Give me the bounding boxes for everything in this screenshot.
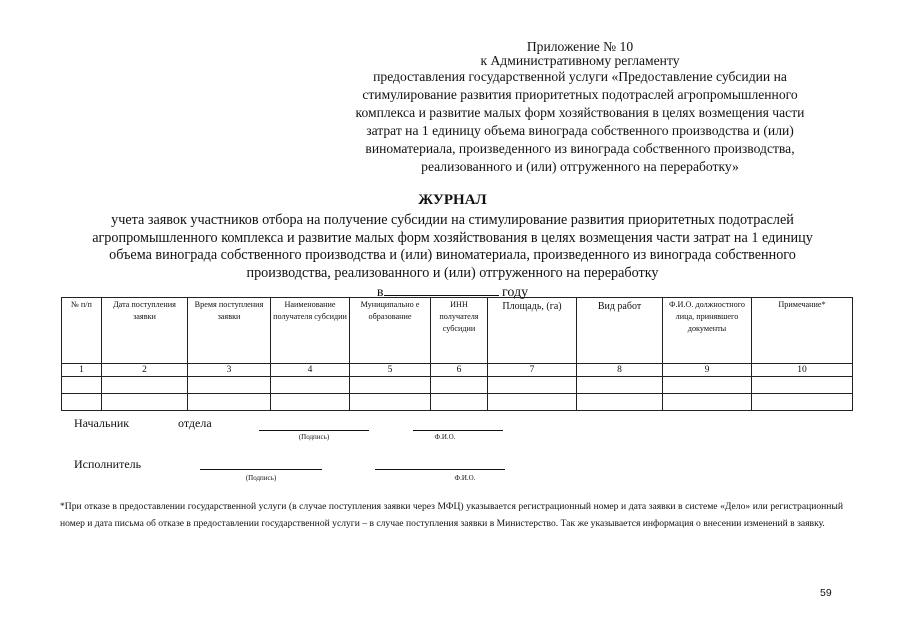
journal-description-line: объема винограда собственного производства и (или) виноматериала, произведенного из винограда собственного: [109, 247, 796, 263]
table-cell[interactable]: [350, 377, 431, 394]
table-cell[interactable]: [752, 394, 853, 411]
header-cell: Муниципально е образование: [350, 298, 431, 364]
table-cell[interactable]: [102, 394, 188, 411]
appendix-line: предоставления государственной услуги «Предоставление субсидии на: [373, 69, 787, 84]
table-row: [62, 394, 853, 411]
year-prefix: в: [376, 285, 384, 300]
table-cell[interactable]: [488, 377, 577, 394]
executor-fio-line[interactable]: [375, 469, 505, 470]
journal-description-line: учета заявок участников отбора на получение субсидии на стимулирование развития приоритетных подотраслей: [111, 212, 794, 228]
header-cell: Ф.И.О. должностного лица, принявшего документы: [663, 298, 752, 364]
table-cell[interactable]: [663, 377, 752, 394]
executor-signature-line[interactable]: [200, 469, 322, 470]
appendix-line: затрат на 1 единицу объема винограда собственного производства и (или): [366, 123, 794, 138]
table-cell[interactable]: [577, 377, 663, 394]
table-cell[interactable]: [188, 377, 271, 394]
column-number: 1: [62, 364, 102, 377]
footnote: *При отказе в предоставлении государственной услуги (в случае поступления заявки через МФЦ) указывается регистрационный номер и дата заявки в системе «Дело» или регистрационный номер и дата письма об отказе в предоставлении государственной услуги – в случае поступления заявки в Министерство. Так же указывается информация о внесении изменений в заявку.: [60, 501, 843, 529]
chief-department: отдела: [178, 416, 212, 430]
table-cell[interactable]: [271, 394, 350, 411]
column-number: 3: [188, 364, 271, 377]
column-number: 4: [271, 364, 350, 377]
table-cell[interactable]: [488, 394, 577, 411]
header-cell: Примечание*: [752, 298, 853, 364]
column-number: 9: [663, 364, 752, 377]
table-cell[interactable]: [663, 394, 752, 411]
table-row: [62, 377, 853, 394]
table-cell[interactable]: [271, 377, 350, 394]
executor-label: Исполнитель: [74, 457, 142, 471]
chief-label: Начальник: [74, 416, 130, 430]
journal-table: [61, 297, 853, 411]
appendix-line: реализованного и (или) отгруженного на переработку»: [421, 159, 739, 174]
column-number: 5: [350, 364, 431, 377]
header-cell: Дата поступления заявки: [102, 298, 188, 364]
appendix-header: [300, 40, 860, 176]
table-cell[interactable]: [188, 394, 271, 411]
header-cell: Площадь, (га): [488, 298, 577, 364]
table-cell[interactable]: [350, 394, 431, 411]
header-cell: Время поступления заявки: [188, 298, 271, 364]
appendix-line: виноматериала, произведенного из винограда собственного производства,: [365, 141, 795, 156]
header-cell: № п/п: [62, 298, 102, 364]
appendix-line: стимулирование развития приоритетных подотраслей агропромышленного: [362, 87, 798, 102]
table-cell[interactable]: [431, 377, 488, 394]
header-cell: Наименование получателя субсидии: [271, 298, 350, 364]
column-number: 6: [431, 364, 488, 377]
column-number: 2: [102, 364, 188, 377]
year-suffix: году: [502, 285, 529, 300]
journal-description-line: производства, реализованного и (или) отгруженного на переработку: [246, 264, 659, 281]
appendix-regulation: к Административному регламенту: [480, 53, 680, 68]
appendix-line: комплекса и развитие малых форм хозяйствования в целях возмещения части: [355, 105, 805, 120]
table-header-row: [62, 298, 853, 364]
table-cell[interactable]: [752, 377, 853, 394]
executor-fio-caption: Ф.И.О.: [454, 474, 476, 482]
journal-title: ЖУРНАЛ: [418, 192, 487, 208]
chief-signature-caption: (Подпись): [298, 433, 330, 441]
page-number: 59: [820, 587, 832, 599]
table-cell[interactable]: [431, 394, 488, 411]
header-cell: Вид работ: [577, 298, 663, 364]
executor-signature-caption: (Подпись): [245, 474, 277, 482]
table-cell[interactable]: [62, 377, 102, 394]
column-number: 10: [752, 364, 853, 377]
table-cell[interactable]: [577, 394, 663, 411]
journal-description-line: агропромышленного комплекса и развитие малых форм хозяйствования в целях возмещения части затрат на 1 единицу: [92, 229, 813, 246]
table-cell[interactable]: [62, 394, 102, 411]
table-cell[interactable]: [102, 377, 188, 394]
chief-signature-line[interactable]: [259, 430, 369, 431]
chief-fio-line[interactable]: [413, 430, 503, 431]
year-blank-field[interactable]: [384, 283, 499, 296]
header-cell: ИНН получателя субсидии: [431, 298, 488, 364]
journal-description: [60, 212, 845, 282]
column-number: 8: [577, 364, 663, 377]
column-number: 7: [488, 364, 577, 377]
table-number-row: [62, 364, 853, 377]
chief-fio-caption: Ф.И.О.: [434, 433, 456, 441]
appendix-number: Приложение № 10: [526, 39, 634, 54]
